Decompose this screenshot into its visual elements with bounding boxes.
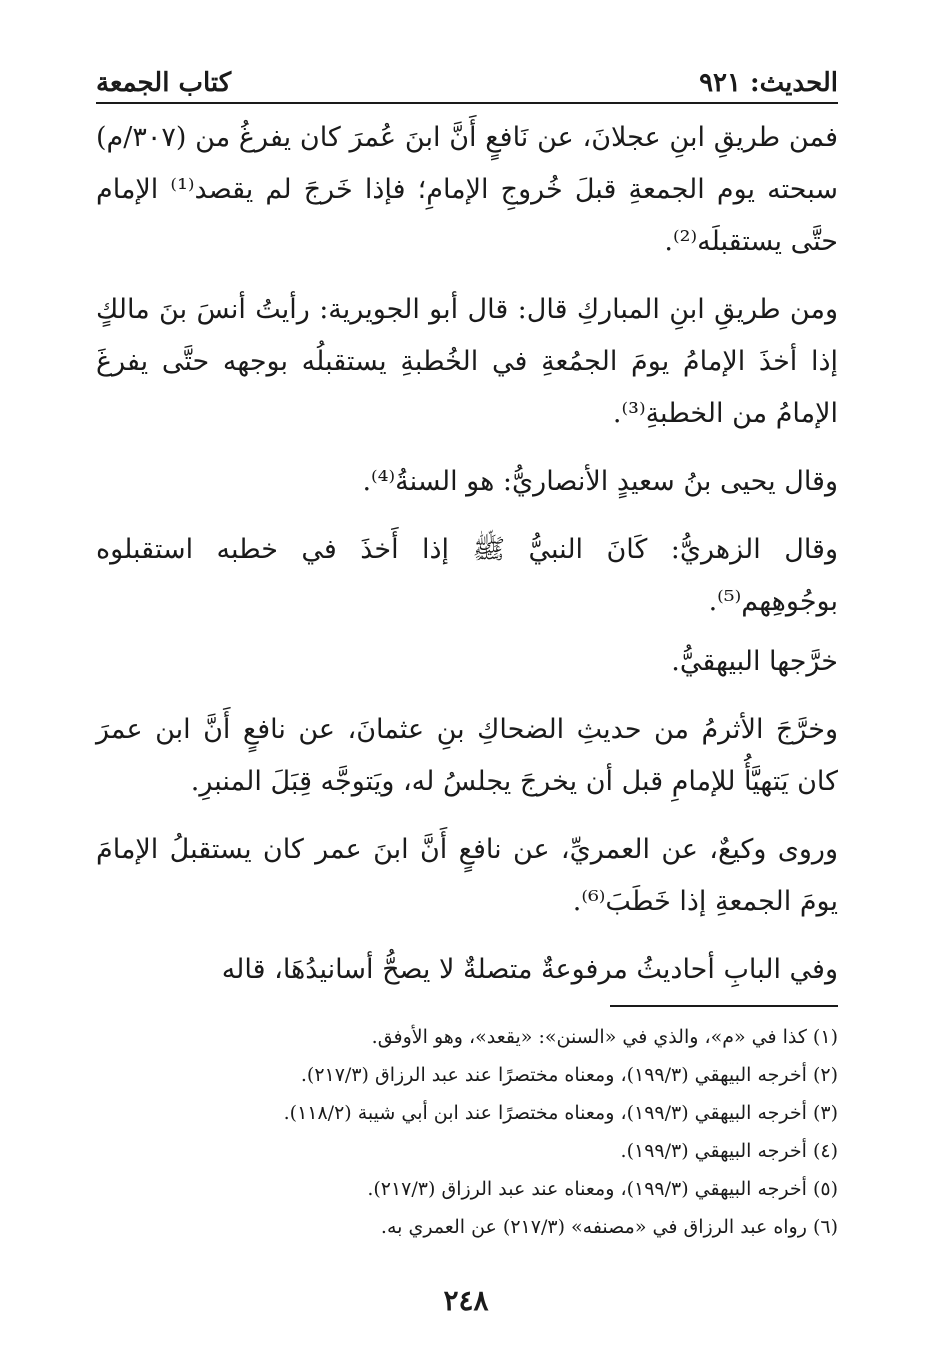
paragraph: خرَّجها البيهقيُّ. [671, 646, 838, 677]
footnote: (١) كذا في «م»، والذي في «السنن»: «يقعد»، وهو الأوفق. [371, 1026, 838, 1048]
main-text [96, 112, 838, 1012]
paragraph: وقال الزهريُّ: كَانَ النبيُّ ﷺ إذا أَخذَ في خطبه استقبلوه بوجُوهِهم⁽⁵⁾. [96, 534, 838, 617]
footnote: (٤) أخرجه البيهقي (١٩٩/٣). [620, 1140, 838, 1162]
footnote: (٢) أخرجه البيهقي (١٩٩/٣)، ومعناه مختصرًا عند عبد الرزاق (٢١٧/٣). [300, 1064, 838, 1086]
running-header [96, 58, 838, 104]
paragraph: وخرَّجَ الأثرمُ من حديثِ الضحاكِ بنِ عثمانَ، عن نافعٍ أَنَّ ابن عمرَ كان يَتهيَّأُ للإمامِ قبل أن يخرجَ يجلسُ له، ويَتوجَّه قِبَلَ المنبرِ. [96, 714, 838, 797]
footnote: (٦) رواه عبد الرزاق في «مصنفه» (٢١٧/٣) عن العمري به. [380, 1216, 838, 1238]
hadith-number-label: الحديث: ٩٢١ [699, 68, 838, 98]
page-number: ٢٤٨ [443, 1284, 489, 1317]
footnote: (٣) أخرجه البيهقي (١٩٩/٣)، ومعناه مختصرًا عند ابن أبي شيبة (١١٨/٢). [283, 1102, 838, 1124]
paragraph: وقال يحيى بنُ سعيدٍ الأنصاريُّ: هو السنةُ⁽⁴⁾. [362, 466, 838, 497]
footnote-divider [610, 1005, 838, 1007]
footnotes [96, 1018, 838, 1246]
paragraph: فمن طريقِ ابنِ عجلانَ، عن نَافعٍ أَنَّ ابنَ عُمرَ كان يفرغُ من (٣٠٧/م) سبحته يوم الجمعةِ قبلَ خُروجِ الإمامِ؛ فإذا خَرجَ لم يقصد⁽¹⁾ الإمام حتَّى يستقبلَه⁽²⁾. [96, 122, 838, 257]
paragraph: وروى وكيعٌ، عن العمريِّ، عن نافعٍ أَنَّ ابنَ عمر كان يستقبلُ الإمامَ يومَ الجمعةِ إذا خَطَبَ⁽⁶⁾. [96, 834, 838, 917]
footnote: (٥) أخرجه البيهقي (١٩٩/٣)، ومعناه عند عبد الرزاق (٢١٧/٣). [367, 1178, 838, 1200]
book-title: كتاب الجمعة [96, 68, 232, 98]
paragraph: وفي البابِ أحاديثُ مرفوعةٌ متصلةٌ لا يصحُّ أسانيدُهَا، قاله [221, 954, 838, 985]
paragraph: ومن طريقِ ابنِ المباركِ قال: قال أبو الجويرية: رأيتُ أنسَ بنَ مالكٍ إذا أخذَ الإمامُ يومَ الجمُعةِ في الخُطبةِ يستقبلُه بوجهه حتَّى يفرغَ الإمامُ من الخطبةِ⁽³⁾. [96, 294, 838, 429]
